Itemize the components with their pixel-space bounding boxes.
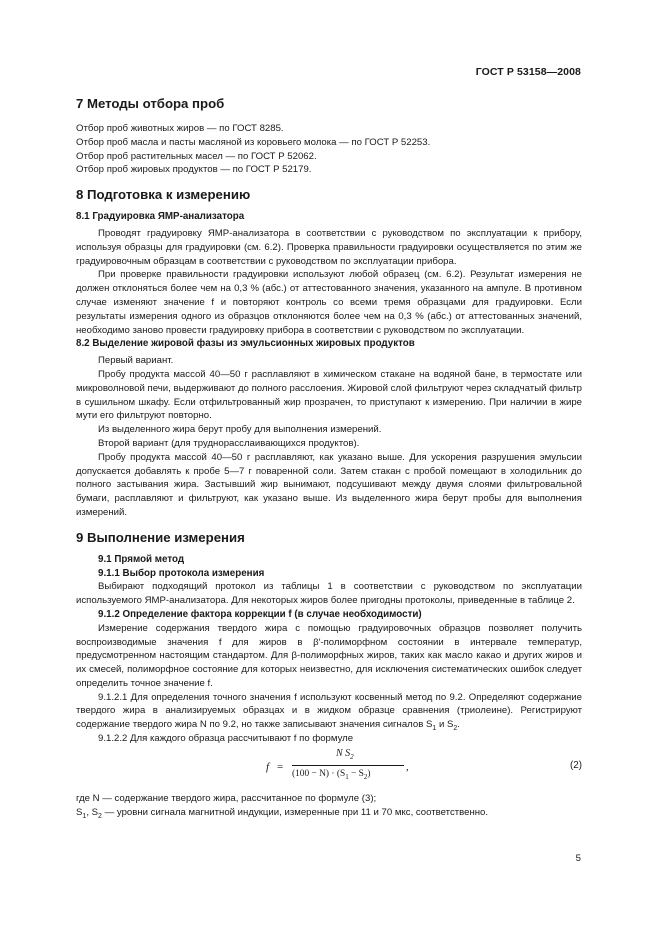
paragraph: Второй вариант (для труднорасслаивающихся продуктов). (98, 437, 360, 449)
paragraph: Проводят градуировку ЯМР-анализатора в соответствии с руководством по эксплуатации к прибору, используя образцы для градуировки (см. 6.2). Проверка правильности градуировки осуществляется по этим же градуировочным образцам в соответствии с руководством по эксплуатации прибора. (76, 227, 582, 267)
section-9-1-2-title: 9.1.2 Определение фактора коррекции f (в случае необходимости) (98, 608, 422, 620)
page-number: 5 (575, 853, 581, 864)
fraction-bar (292, 765, 404, 766)
paragraph: 9.1.2.2 Для каждого образца рассчитывают f по формуле (98, 733, 354, 745)
paragraph: 9.1.2.1 Для определения точного значения f используют косвенный метод по 9.2. Определяют содержание твердого жира в анализируемых образцах и в жидком образце сравнения (триолеине). Регистрируют содержание твердого жира N по 9.2, но также записывают значения сигналов $S_1$ и $S_2$. (76, 691, 582, 733)
section-9-title: 9 Выполнение измерения (76, 529, 245, 545)
section-8-title: 8 Подготовка к измерению (76, 187, 251, 203)
where-clause: где N — содержание твердого жира, рассчитанное по формуле (3); (76, 792, 377, 804)
section-9-1-1-title: 9.1.1 Выбор протокола измерения (98, 567, 265, 579)
formula-denominator: $(100 - N) \cdot (S_1 - S_2)$ (292, 768, 371, 781)
paragraph: Первый вариант. (98, 355, 174, 367)
formula-equals: = (277, 760, 284, 773)
document-body (76, 96, 582, 819)
section-7-line: Отбор проб жировых продуктов — по ГОСТ Р 52179. (76, 164, 312, 176)
formula-comma: , (406, 760, 409, 773)
section-9-1-title: 9.1 Прямой метод (98, 553, 185, 565)
paragraph: Выбирают подходящий протокол из таблицы 1 в соответствии с руководством по эксплуатации используемого ЯМР-анализатора. Для некоторых жиров более пригодны протоколы, приведенные в таблице 2. (76, 581, 582, 607)
paragraph: Пробу продукта массой 40—50 г расплавляют в химическом стакане на водяной бане, в термостате или микроволновой печи, выдерживают до полного расслоения. Жировой слой фильтруют через складчатый фильтр в сушильном шкафу. Если отфильтрованный жир прозрачен, то приступают к измерению. При наличии в жире мути его фильтруют повторно. (76, 368, 582, 422)
formula-2 (76, 748, 582, 788)
section-7-line: Отбор проб животных жиров — по ГОСТ 8285. (76, 123, 284, 134)
formula-numerator: N $S_2$ (336, 747, 354, 761)
paragraph: Пробу продукта массой 40—50 г расплавляют, как указано выше. Для ускорения разрушения эмульсии допускается добавлять к пробе 5—7 г поваренной соли. Затем стакан с пробой помещают в холодильник до полного застывания жира. Застывший жир вынимают, подсушивают между двумя слоями фильтровальной бумаги, расплавляют и фильтруют, как указано выше. Из выделенного жира берут пробы для выполнения измерений. (76, 451, 582, 518)
section-7-line: Отбор проб растительных масел — по ГОСТ Р 52062. (76, 150, 317, 162)
paragraph: Из выделенного жира берут пробу для выполнения измерений. (98, 424, 382, 436)
formula-lhs: f (266, 760, 270, 773)
where-clause: $S_1$, $S_2$ — уровни сигнала магнитной индукции, измеренные при 11 и 70 мкс, соответственно. (76, 806, 489, 820)
section-8-1-title: 8.1 Градуировка ЯМР-анализатора (76, 211, 245, 223)
section-7-line: Отбор проб масла и пасты масляной из коровьего молока — по ГОСТ Р 52253. (76, 136, 431, 148)
section-8-2-title: 8.2 Выделение жировой фазы из эмульсионных жировых продуктов (76, 338, 415, 350)
section-7-title: 7 Методы отбора проб (76, 96, 225, 111)
paragraph: Измерение содержания твердого жира с помощью градуировочных образцов позволяет получить воспроизводимые значения f для жиров в β′-полиморфном состоянии в интервале температур, предусмотренном настоящим стандартом. Для β-полиморфных жиров, таких как масло какао и других жиров и их смесей, полиморфное состояние для которых неизвестно, для исключения систематических ошибок следует определить точное значение f. (76, 622, 582, 689)
standard-number: ГОСТ Р 53158—2008 (475, 66, 581, 78)
paragraph: При проверке правильности градуировки используют любой образец (см. 6.2). Результат измерения не должен отклоняться более чем на 0,3 % (абс.) от аттестованного значения, указанного на ампуле. В противном случае изменяют значение f и повторяют контроль со всеми тремя образцами для градуировки. Если результаты измерения одного из образцов отклоняются более чем на 0,3 % (абс.) от аттестованных значений, необходимо заново провести градуировку прибора в соответствии с руководством по эксплуатации. (76, 269, 582, 336)
formula-number: (2) (570, 759, 582, 771)
